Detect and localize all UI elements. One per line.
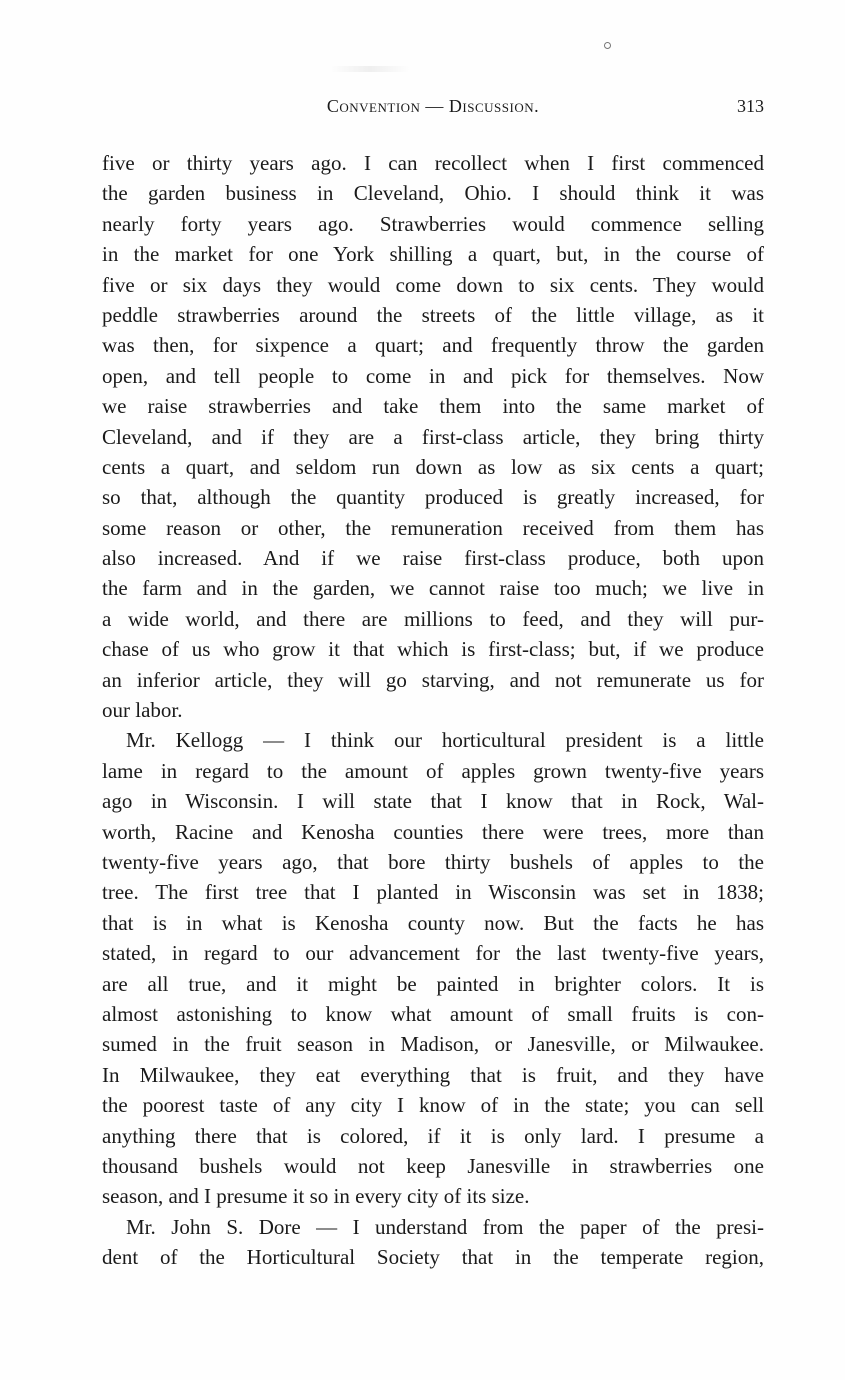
text-line: the garden business in Cleveland, Ohio. I should think it was xyxy=(102,181,764,206)
text-line: worth, Racine and Kenosha counties there were trees, more than xyxy=(102,819,764,844)
text-line: anything there that is colored, if it is only lard. I presume a xyxy=(102,1123,764,1148)
text-line: season, and I presume it so in every city of its size. xyxy=(102,1184,530,1209)
text-line: tree. The first tree that I planted in Wisconsin was set in 1838; xyxy=(102,880,764,905)
ink-speck xyxy=(604,42,611,49)
text-line: twenty-five years ago, that bore thirty bushels of apples to the xyxy=(102,849,764,874)
text-line: almost astonishing to know what amount of small fruits is con- xyxy=(102,1001,764,1026)
text-line: ago in Wisconsin. I will state that I know that in Rock, Wal- xyxy=(102,789,764,814)
text-line: peddle strawberries around the streets of the little village, as it xyxy=(102,302,764,327)
running-head xyxy=(102,96,764,122)
text-line: we raise strawberries and take them into the same market of xyxy=(102,394,764,419)
text-line: are all true, and it might be painted in brighter colors. It is xyxy=(102,971,764,996)
text-line: open, and tell people to come in and pick for themselves. Now xyxy=(102,363,764,388)
body-text xyxy=(102,148,764,1272)
page-smudge xyxy=(330,66,410,72)
text-line: also increased. And if we raise first-class produce, both upon xyxy=(102,546,764,571)
page-number: 313 xyxy=(737,96,764,116)
text-line: Cleveland, and if they are a first-class article, they bring thirty xyxy=(102,424,764,449)
text-line: five or thirty years ago. I can recollect when I first commenced xyxy=(102,151,764,175)
text-line: was then, for sixpence a quart; and frequently throw the garden xyxy=(102,333,764,358)
text-line: dent of the Horticultural Society that in the temperate region, xyxy=(102,1245,764,1270)
text-line: Mr. Kellogg — I think our horticultural president is a little xyxy=(126,728,764,753)
text-line: a wide world, and there are millions to feed, and they will pur- xyxy=(102,606,764,631)
text-line: the farm and in the garden, we cannot raise too much; we live in xyxy=(102,576,764,601)
text-line: nearly forty years ago. Strawberries would commence selling xyxy=(102,211,764,236)
text-line: five or six days they would come down to six cents. They would xyxy=(102,272,764,297)
text-line: so that, although the quantity produced is greatly increased, for xyxy=(102,485,764,510)
text-line: in the market for one York shilling a quart, but, in the course of xyxy=(102,242,764,267)
text-line: Mr. John S. Dore — I understand from the paper of the presi- xyxy=(126,1214,764,1239)
text-line: stated, in regard to our advancement for the last twenty-five years, xyxy=(102,941,764,966)
text-line: lame in regard to the amount of apples grown twenty-five years xyxy=(102,758,764,783)
text-line: some reason or other, the remuneration received from them has xyxy=(102,515,764,540)
text-line: our labor. xyxy=(102,698,183,723)
text-line: that is in what is Kenosha county now. But the facts he has xyxy=(102,910,764,935)
text-line: cents a quart, and seldom run down as low as six cents a quart; xyxy=(102,454,764,479)
text-line: an inferior article, they will go starving, and not remunerate us for xyxy=(102,667,764,692)
text-line: In Milwaukee, they eat everything that is fruit, and they have xyxy=(102,1062,764,1087)
text-line: the poorest taste of any city I know of in the state; you can sell xyxy=(102,1093,764,1118)
text-line: sumed in the fruit season in Madison, or Janesville, or Milwaukee. xyxy=(102,1032,764,1057)
running-title: Convention — Discussion. xyxy=(326,96,540,116)
text-line: chase of us who grow it that which is first-class; but, if we produce xyxy=(102,637,764,662)
text-line: thousand bushels would not keep Janesville in strawberries one xyxy=(102,1153,764,1178)
